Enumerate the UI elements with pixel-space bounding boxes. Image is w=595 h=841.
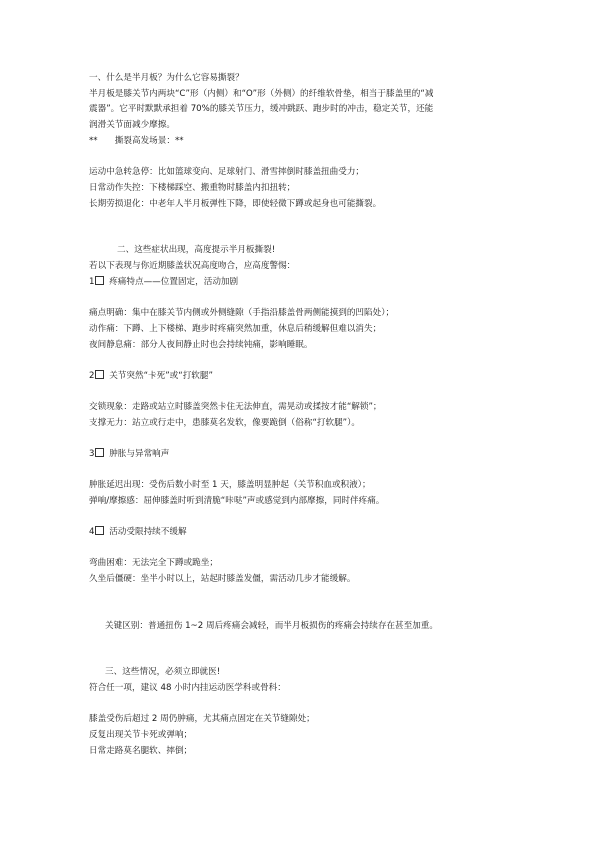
symptom-number: 3	[89, 449, 95, 459]
symptom-heading-2	[89, 370, 213, 382]
scene-item: 长期劳损退化：中老年人半月板弹性下降，即使轻微下蹲或起身也可能撕裂。	[89, 199, 382, 209]
checkbox-icon	[95, 526, 104, 535]
section2-intro: 若以下表现与你近期膝盖状况高度吻合，应高度警惕：	[89, 261, 296, 271]
symptom-heading-text: 疼痛特点——位置固定，活动加剧	[109, 277, 239, 287]
section1-desc-line-1: 半月板是膝关节内两块“C”形（内侧）和“O”形（外侧）的纤维软骨垫，相当于膝盖里的“减	[89, 89, 434, 99]
advice-item: 膝盖受伤后超过 2 周仍肿痛，尤其痛点固定在关节缝隙处；	[89, 714, 315, 724]
symptom-item: 肿胀延迟出现：受伤后数小时至 1 天，膝盖明显肿起（关节积血或积液）；	[89, 480, 371, 490]
section1-desc-line-2: 震器”。它平时默默承担着 70%的膝关节压力，缓冲跳跃、跑步时的冲击，稳定关节，还能	[89, 104, 434, 114]
advice-item: 反复出现关节卡死或弹响；	[89, 730, 193, 740]
section3-title: 三、这些情况，必须立即就医!	[105, 667, 221, 677]
section1-title: 一、什么是半月板？为什么它容易撕裂？	[89, 73, 244, 83]
symptom-item: 弯曲困难：无法完全下蹲或跪坐；	[89, 558, 218, 568]
symptom-item: 夜间静息痛：部分人夜间静止时也会持续钝痛，影响睡眠。	[89, 340, 313, 350]
scene-item: 日常动作失控：下楼梯踩空、搬重物时膝盖内扣扭转；	[89, 183, 296, 193]
section2-title: 二、这些症状出现，高度提示半月板撕裂!	[117, 245, 276, 255]
advice-item: 日常走路莫名腿软、摔倒；	[89, 746, 193, 756]
checkbox-icon	[95, 370, 104, 379]
symptom-item: 痛点明确：集中在膝关节内侧或外侧缝隙（手指沿膝盖骨两侧能摸到的凹陷处）；	[89, 308, 395, 318]
symptom-heading-4	[89, 526, 187, 538]
symptom-number: 2	[89, 371, 95, 381]
section3-intro: 符合任一项，建议 48 小时内挂运动医学科或骨科：	[89, 683, 286, 693]
symptom-item: 交锁现象：走路或站立时膝盖突然卡住无法伸直，需晃动或揉按才能“解锁”；	[89, 402, 382, 412]
symptom-heading-text: 关节突然“卡死”或“打软腿”	[109, 371, 213, 381]
scene-item: 运动中急转急停：比如篮球变向、足球射门、滑雪摔倒时膝盖扭曲受力；	[89, 167, 365, 177]
symptom-heading-text: 活动受限持续不缓解	[109, 527, 187, 537]
checkbox-icon	[95, 448, 104, 457]
key-difference: 关键区别：普通扭伤 1~2 周后疼痛会减轻，而半月板损伤的疼痛会持续存在甚至加重。	[105, 621, 438, 631]
symptom-item: 久坐后僵硬：坐半小时以上，站起时膝盖发僵，需活动几步才能缓解。	[89, 574, 356, 584]
checkbox-icon	[95, 276, 104, 285]
symptom-heading-3	[89, 448, 169, 460]
section1-desc-line-3: 润滑关节面减少摩擦。	[89, 120, 175, 130]
symptom-number: 1	[89, 277, 95, 287]
symptom-item: 支撑无力：站立或行走中，患膝莫名发软，像要跪倒（俗称“打软腿”）。	[89, 418, 361, 428]
symptom-heading-1	[89, 276, 238, 288]
symptom-number: 4	[89, 527, 95, 537]
scene-heading: ** 撕裂高发场景：**	[89, 136, 184, 146]
symptom-item: 弹响/摩擦感：屈伸膝盖时听到清脆“咔哒”声或感觉到内部摩擦，同时伴疼痛。	[89, 496, 385, 506]
symptom-heading-text: 肿胀与异常响声	[109, 449, 170, 459]
symptom-item: 动作痛：下蹲、上下楼梯、跑步时疼痛突然加重，休息后稍缓解但难以消失；	[89, 324, 382, 334]
